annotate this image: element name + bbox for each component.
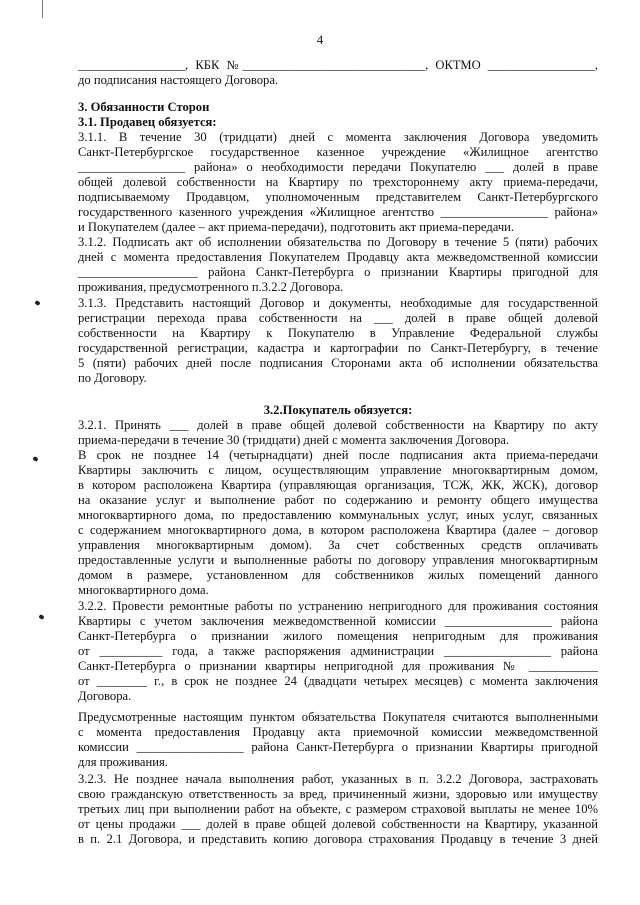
text-line: 3.2.2. Провести ремонтные работы по устранению непригодного для проживания состояния: [78, 599, 598, 613]
text-line: приема-передачи в течение 30 (тридцати) дней с момента заключения Договора.: [78, 433, 509, 447]
text-line: от __________ года, а также распоряжения администрации _________________ района: [78, 644, 598, 658]
text-line: свою гражданскую ответственность за вред, причиненный жизни, здоровью или имуществу: [78, 787, 598, 801]
text-line: Договора.: [78, 689, 132, 703]
text-line: регистрации перехода права собственности на ___ долей в праве общей долевой: [78, 311, 598, 325]
text-line: подписываемому Продавцом, уполномоченным представителем Санкт-Петербургского: [78, 190, 598, 204]
text-line: Квартиры заключить с лицом, осуществляющим управление многоквартирным домом,: [78, 463, 598, 477]
text-line: Санкт-Петербурга о признании квартиры непригодной для проживания № ___________: [78, 659, 598, 673]
text-line: от цены продажи ___ долей в праве общей долевой собственности на Квартиру, указанной: [78, 817, 598, 831]
text-line: управления многоквартирным домом). За счет собственных средств оплачивать: [78, 538, 598, 552]
subsection-heading: 3.1. Продавец обязуется:: [78, 115, 217, 129]
scan-speck: [32, 456, 38, 462]
text-line: _________________ района» о необходимости передачи Покупателю ___ долей в праве: [78, 160, 598, 174]
text-line: в п. 2.1 Договора, и представить копию договора страхования Продавцу в течение 3 дней: [78, 832, 598, 846]
text-line: 3.1.2. Подписать акт об исполнении обязательства по Договору в течение 5 (пяти) рабочих: [78, 235, 598, 249]
text-line: третьих лиц при выполнении работ на объекте, с размером страховой выплаты не менее 10%: [78, 802, 598, 816]
text-line: комиссии _________________ района Санкт-Петербурга о признании Квартиры пригодной: [78, 740, 598, 754]
text-line: 3.1.3. Представить настоящий Договор и документы, необходимые для государственной: [78, 296, 598, 310]
text-line: и Покупателем (далее – акт приема-передачи), подготовить акт приема-передачи.: [78, 220, 515, 234]
text-line: домом в размере, установленном для собственников жилых помещений данного: [78, 568, 598, 582]
text-line: Санкт-Петербурга о признании жилого помещения непригодным для проживания: [78, 629, 598, 643]
text-line: В срок не позднее 14 (четырнадцати) дней после подписания акта приема-передачи: [78, 448, 598, 462]
section-heading: 3. Обязанности Сторон: [78, 100, 210, 114]
scan-speck: [38, 614, 44, 620]
text-line: дней с момента предоставления Покупателем Продавцу акта межведомственной комиссии: [78, 250, 598, 264]
text-line: многоквартирного дома.: [78, 583, 209, 597]
text-line: Санкт-Петербургское государственное казенное учреждение «Жилищное агентство: [78, 145, 598, 159]
text-line: государственной регистрации, кадастра и картографии по Санкт-Петербургу, в течение: [78, 341, 598, 355]
scan-corner-mark: [0, 0, 43, 18]
text-line: для проживания.: [78, 755, 168, 769]
text-line: Квартиры с учетом заключения межведомственной комиссии _________________ района: [78, 614, 598, 628]
text-line: предоставленные услуги и выполненные работы по договору управления многоквартирным: [78, 553, 598, 567]
text-line: многоквартирного дома, по предоставлению коммунальных услуг, иных услуг, связанных: [78, 508, 598, 522]
text-line: с момента предоставления Продавцу акта приемочной комиссии межведомственной: [78, 725, 598, 739]
text-line: от ________ г., в срок не позднее 24 (двадцати четырех месяцев) с момента заключения: [78, 674, 598, 688]
page-number: 4: [316, 33, 324, 47]
text-line: 3.1.1. В течение 30 (тридцати) дней с момента заключения Договора уведомить: [78, 130, 598, 144]
text-line: 5 (пяти) рабочих дней после подписания Сторонами акта об исполнении обязательства: [78, 356, 598, 370]
text-line: до подписания настоящего Договора.: [78, 73, 279, 87]
text-line: по Договору.: [78, 371, 147, 385]
text-line: собственности на Квартиру к Покупателю в Управление Федеральной службы: [78, 326, 598, 340]
text-line: проживания, предусмотренного п.3.2.2 Договора.: [78, 280, 344, 294]
payment-details-line: _________________, КБК №_____________________________, ОКТМО _________________,: [78, 58, 598, 72]
text-line: с содержанием многоквартирного дома, в котором расположена Квартира (далее – договор: [78, 523, 598, 537]
subsection-heading: 3.2.Покупатель обязуется:: [263, 403, 413, 417]
text-line: Предусмотренные настоящим пунктом обязательства Покупателя считаются выполненными: [78, 710, 598, 724]
text-line: государственного казенного учреждения «Жилищное агентство _________________ района»: [78, 205, 598, 219]
scan-speck: [34, 300, 40, 306]
text-line: общей долевой собственности на Квартиру по трехстороннему акту приема-передачи,: [78, 175, 598, 189]
text-line: 3.2.1. Принять ___ долей в праве общей долевой собственности на Квартиру по акту: [78, 418, 598, 432]
text-line: ___________________ района Санкт-Петербурга о признании Квартиры пригодной для: [78, 265, 598, 279]
text-line: в котором расположена Квартира (управляющая организация, ТСЖ, ЖК, ЖСК), договор: [78, 478, 598, 492]
text-line: на оказание услуг и выполнение работ по содержанию и ремонту общего имущества: [78, 493, 598, 507]
text-line: 3.2.3. Не позднее начала выполнения работ, указанных в п. 3.2.2 Договора, застраховать: [78, 772, 598, 786]
